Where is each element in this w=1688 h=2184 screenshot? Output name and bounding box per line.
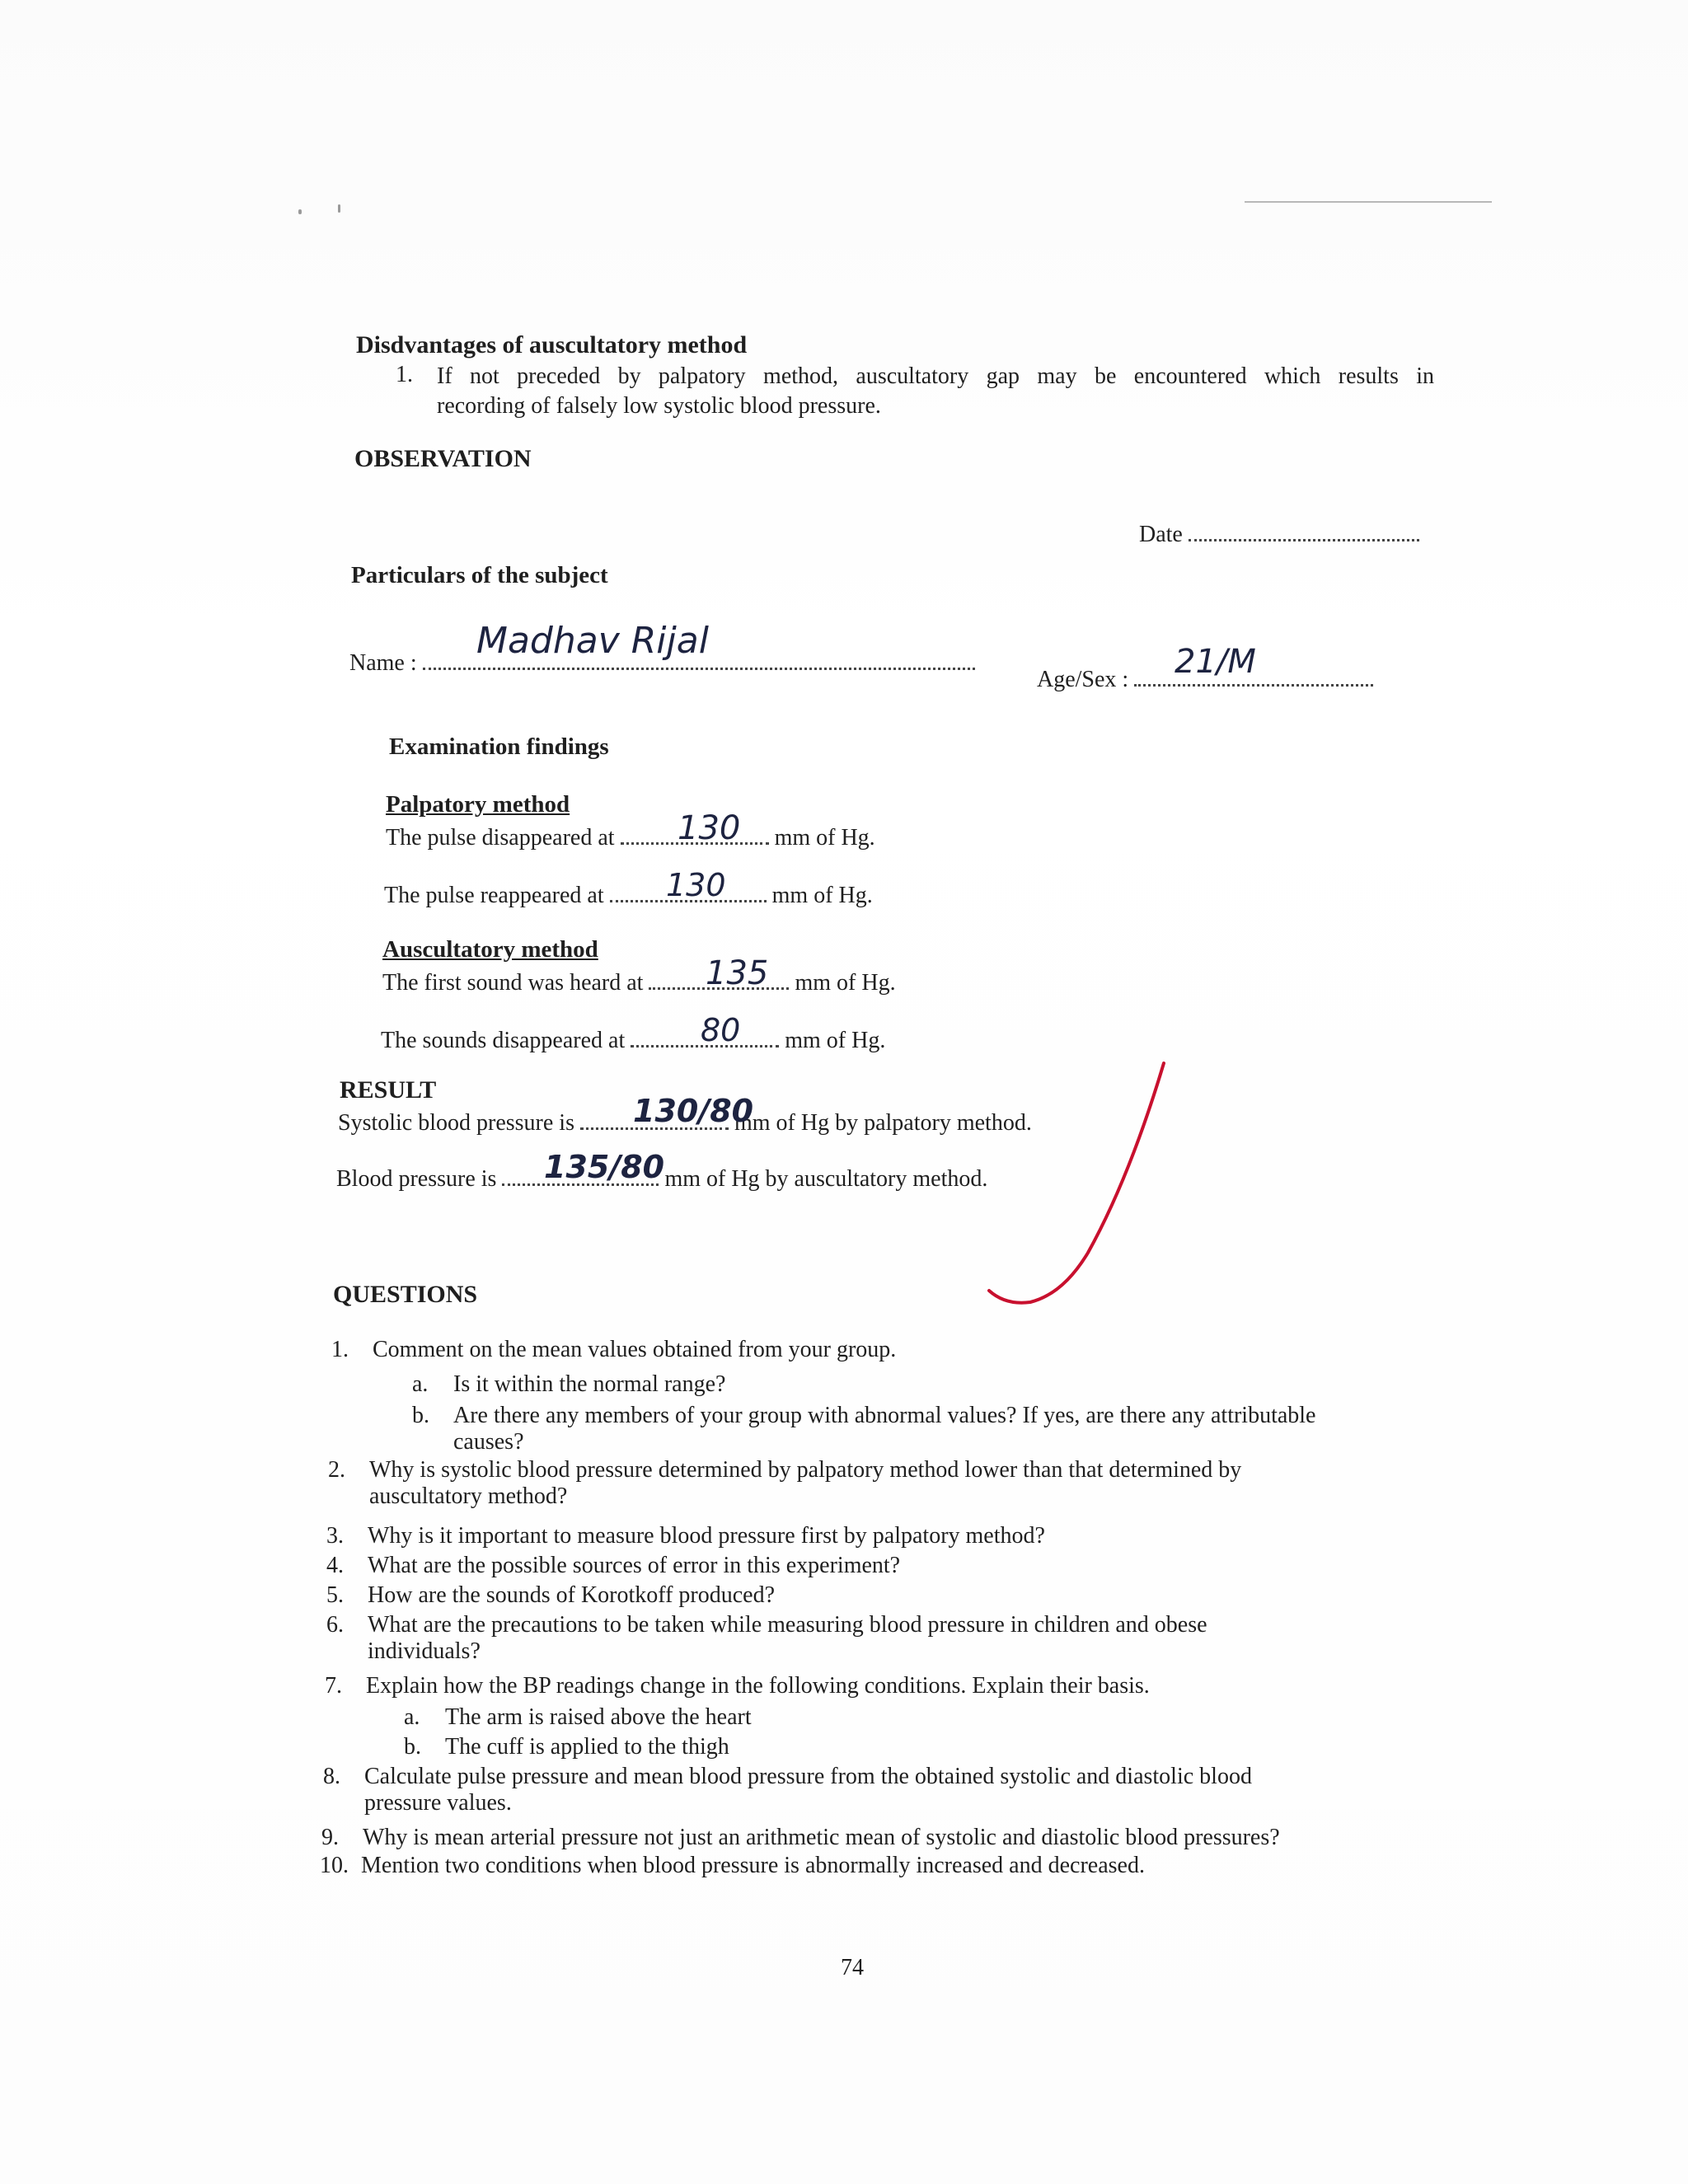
question-number: 4. (326, 1553, 344, 1578)
question-text: Are there any members of your group with abnormal values? If yes, are there any attributable (453, 1403, 1316, 1428)
pulse-disappeared-label: The pulse disappeared at (386, 825, 615, 851)
sounds-disappeared-handwritten: 80 (701, 1012, 741, 1048)
question-1 (331, 1337, 896, 1363)
sub-letter: a. (412, 1371, 429, 1397)
name-handwritten: Madhav Rijal (476, 620, 709, 662)
result-heading: RESULT (340, 1076, 437, 1104)
question-text: What are the possible sources of error in this experiment? (368, 1553, 901, 1578)
question-text: Explain how the BP readings change in the following conditions. Explain their basis. (366, 1673, 1150, 1699)
pulse-reappeared-row (384, 879, 873, 910)
bp-handwritten: 135/80 (544, 1149, 665, 1185)
scan-speck (298, 209, 302, 214)
question-7 (325, 1673, 1150, 1699)
bp-label: Blood pressure is (336, 1166, 497, 1192)
red-tick-mark (973, 1047, 1187, 1310)
question-6-cont: individuals? (368, 1638, 481, 1664)
pulse-reappeared-label: The pulse reappeared at (384, 883, 604, 908)
first-sound-row (382, 966, 896, 997)
questions-heading: QUESTIONS (333, 1281, 478, 1308)
question-text: Calculate pulse pressure and mean blood pressure from the obtained systolic and diastolic blood (364, 1764, 1252, 1789)
question-text: Why is mean arterial pressure not just an arithmetic mean of systolic and diastolic blood pressures? (363, 1825, 1280, 1850)
examination-heading: Examination findings (389, 733, 609, 760)
bp-suffix: mm of Hg by auscultatory method. (664, 1166, 988, 1192)
palpatory-heading: Palpatory method (386, 791, 570, 818)
observation-heading: OBSERVATION (354, 445, 532, 472)
question-number: 6. (326, 1612, 344, 1638)
systolic-handwritten: 130/80 (633, 1093, 754, 1129)
disadvantage-item-line1: If not preceded by palpatory method, auscultatory gap may be encountered which results in (437, 363, 1434, 389)
question-number: 10. (320, 1853, 349, 1878)
date-field (1139, 518, 1419, 549)
age-sex-handwritten: 21/M (1175, 643, 1256, 681)
sub-letter: b. (412, 1403, 429, 1428)
question-4 (326, 1553, 900, 1579)
question-2 (328, 1457, 1241, 1483)
date-blank (1189, 518, 1419, 541)
question-number: 9. (321, 1825, 339, 1850)
question-text: The cuff is applied to the thigh (445, 1734, 729, 1760)
first-sound-unit: mm of Hg. (795, 970, 896, 996)
name-label: Name : (349, 650, 417, 676)
question-number: 8. (323, 1764, 340, 1789)
pulse-disappeared-row (386, 821, 875, 852)
question-8-cont: pressure values. (364, 1790, 512, 1816)
disadvantage-item-number: 1. (396, 362, 413, 387)
date-label: Date (1139, 522, 1183, 547)
first-sound-handwritten: 135 (706, 954, 769, 992)
question-7b (404, 1734, 729, 1760)
question-text: Why is it important to measure blood pressure first by palpatory method? (368, 1523, 1045, 1549)
sounds-disappeared-unit: mm of Hg. (785, 1028, 886, 1053)
question-text: The arm is raised above the heart (445, 1704, 752, 1730)
pulse-reappeared-handwritten: 130 (666, 867, 726, 903)
sub-letter: a. (404, 1704, 420, 1730)
first-sound-label: The first sound was heard at (382, 970, 644, 996)
sub-letter: b. (404, 1734, 421, 1760)
question-text: Is it within the normal range? (453, 1371, 726, 1397)
question-6 (326, 1612, 1207, 1638)
question-text: Why is systolic blood pressure determined by palpatory method lower than that determined by (369, 1457, 1242, 1483)
systolic-label: Systolic blood pressure is (338, 1110, 574, 1136)
sounds-disappeared-label: The sounds disappeared at (381, 1028, 626, 1053)
question-number: 1. (331, 1337, 349, 1362)
question-number: 3. (326, 1523, 344, 1549)
pulse-disappeared-unit: mm of Hg. (774, 825, 875, 851)
question-1b (412, 1403, 1316, 1429)
pulse-reappeared-unit: mm of Hg. (771, 883, 873, 908)
scan-artifact-line (1245, 201, 1492, 203)
disadvantage-item-line2: recording of falsely low systolic blood pressure. (437, 393, 881, 419)
sounds-disappeared-row (381, 1024, 885, 1055)
auscultatory-heading: Auscultatory method (382, 936, 598, 963)
question-1a (412, 1371, 725, 1398)
question-1b-cont: causes? (453, 1429, 524, 1455)
page-number: 74 (841, 1955, 864, 1980)
question-10 (320, 1853, 1145, 1879)
question-3 (326, 1523, 1045, 1549)
systolic-suffix: mm of Hg by palpatory method. (734, 1110, 1032, 1136)
age-sex-label: Age/Sex : (1037, 667, 1129, 692)
question-5 (326, 1582, 775, 1609)
question-text: Mention two conditions when blood pressure is abnormally increased and decreased. (361, 1853, 1145, 1878)
question-text: Comment on the mean values obtained from your group. (373, 1337, 897, 1362)
question-number: 2. (328, 1457, 345, 1483)
question-text: How are the sounds of Korotkoff produced? (368, 1582, 776, 1608)
question-8 (323, 1764, 1252, 1790)
question-number: 7. (325, 1673, 342, 1699)
question-2-cont: auscultatory method? (369, 1483, 568, 1509)
scan-speck (338, 204, 340, 213)
question-number: 5. (326, 1582, 344, 1608)
pulse-disappeared-handwritten: 130 (678, 809, 741, 847)
particulars-heading: Particulars of the subject (351, 562, 608, 588)
question-9 (321, 1825, 1280, 1851)
question-7a (404, 1704, 752, 1731)
disadvantages-heading: Disdvantages of auscultatory method (356, 331, 748, 359)
question-text: What are the precautions to be taken while measuring blood pressure in children and obese (368, 1612, 1207, 1638)
